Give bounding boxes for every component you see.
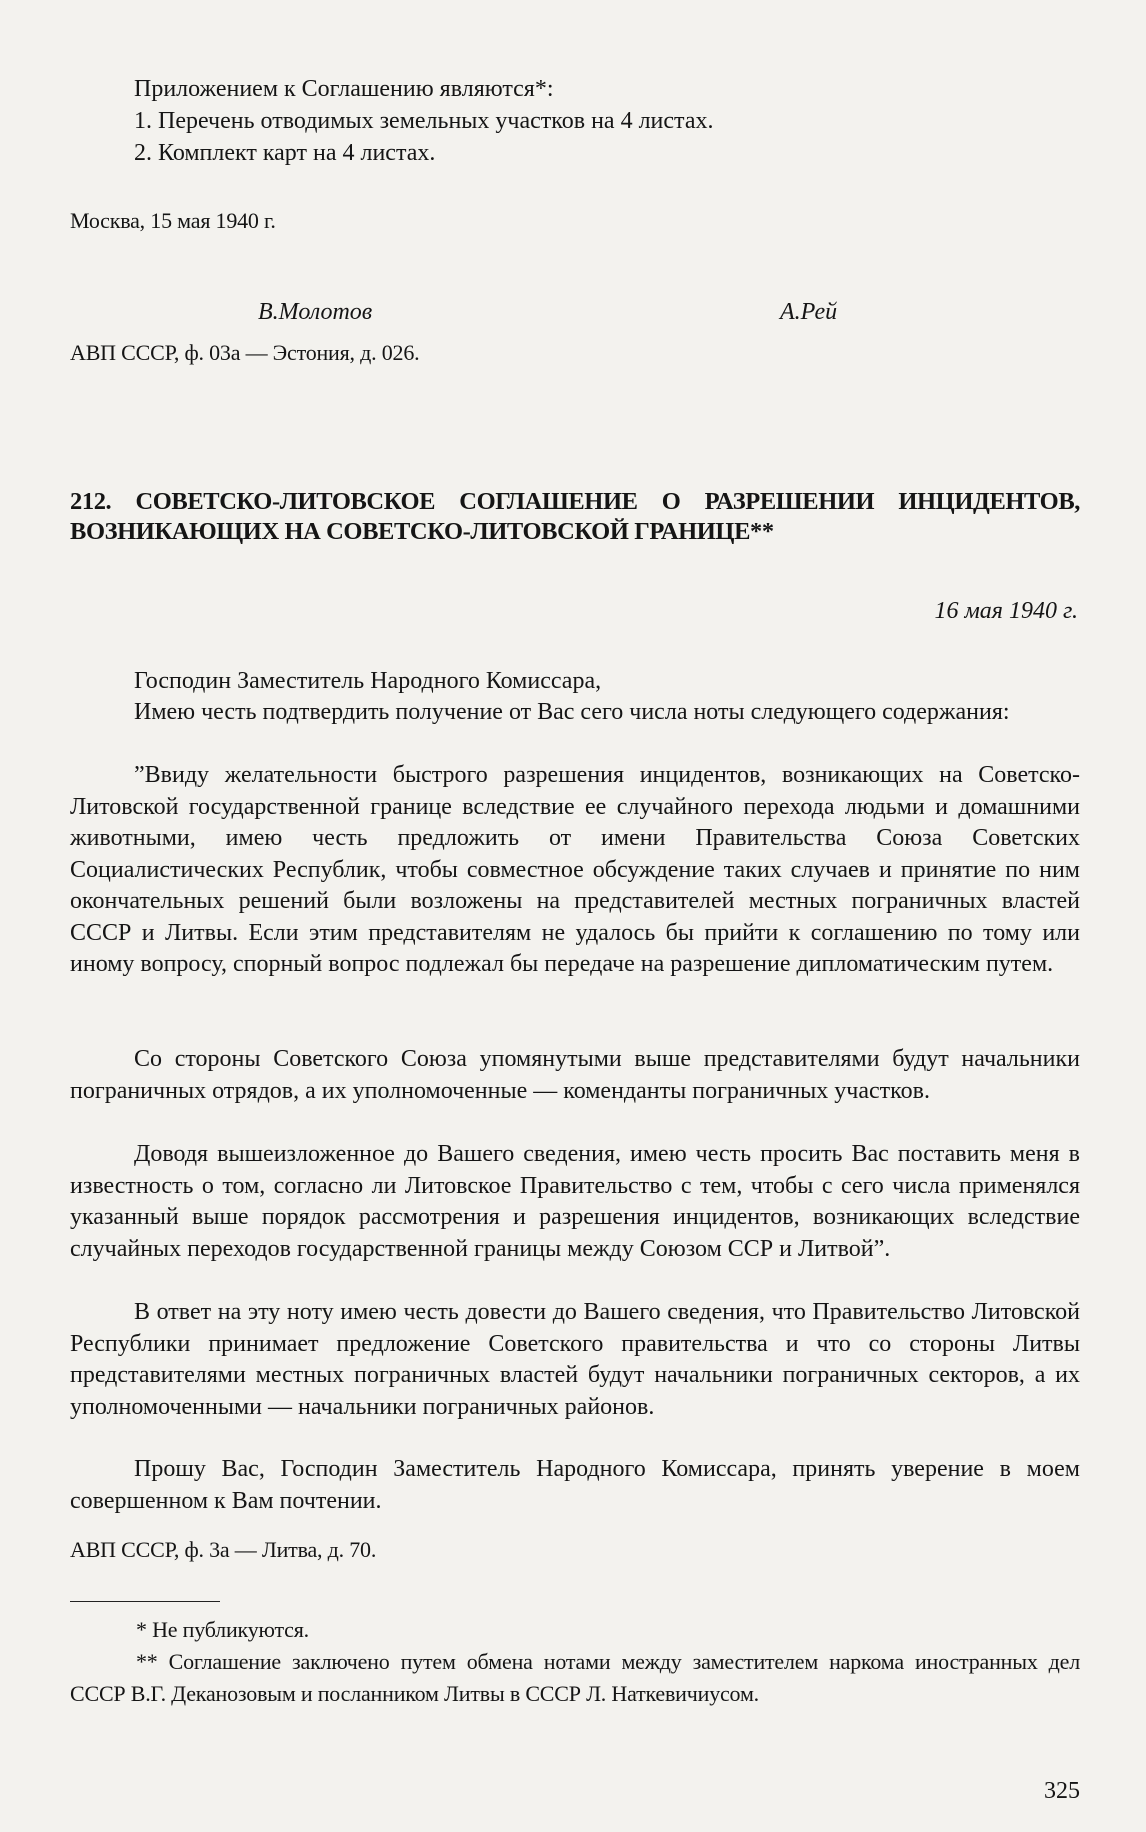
archive-reference: АВП СССР, ф. 3а — Литва, д. 70. — [70, 1537, 377, 1562]
body-paragraph: Со стороны Советского Союза упомянутыми выше представителями будут начальники пограничных отрядов, а их уполномоченные — коменданты пограничных участков. — [70, 1046, 1080, 1104]
footnote: * Не публикуются. — [136, 1617, 309, 1642]
signature-molotov: В.Молотов — [258, 299, 373, 325]
page-number: 325 — [1044, 1778, 1080, 1804]
salutation: Господин Заместитель Народного Комиссара, — [134, 668, 602, 694]
document-date: 16 мая 1940 г. — [934, 598, 1078, 624]
attachment-item: 2. Комплект карт на 4 листах. — [134, 140, 436, 166]
footnote: ** Соглашение заключено путем обмена нотами между заместителем наркома иностранных дел СССР В.Г. Деканозовым и посланником Литвы в СССР Л. Наткевичиусом. — [70, 1649, 1080, 1706]
signature-rei: А.Рей — [780, 299, 838, 325]
attachments-intro: Приложением к Соглашению являются*: — [134, 76, 554, 102]
body-paragraph: В ответ на эту ноту имею честь довести до Вашего сведения, что Правительство Литовской Республики принимает предложение Советского правительства и что со стороны Литвы представителями местных пограничных властей будут начальники пограничных секторов, а их уполномоченными — начальники пограничных районов. — [70, 1299, 1080, 1420]
place-date: Москва, 15 мая 1940 г. — [70, 208, 276, 233]
body-paragraph: Доводя вышеизложенное до Вашего сведения, имею честь просить Вас поставить меня в известность о том, согласно ли Литовское Правительство с тем, чтобы с сего числа применялся указанный выше порядок рассмотрения и разрешения инцидентов, возникающих вследствие случайных переходов государственной границы между Союзом ССР и Литвой”. — [70, 1141, 1080, 1262]
archive-reference: АВП СССР, ф. 03а — Эстония, д. 026. — [70, 340, 420, 365]
document-title: 212. СОВЕТСКО-ЛИТОВСКОЕ СОГЛАШЕНИЕ О РАЗРЕШЕНИИ ИНЦИДЕНТОВ, ВОЗНИКАЮЩИХ НА СОВЕТСКО-ЛИТОВСКОЙ ГРАНИЦЕ** — [70, 488, 1080, 545]
footnote-rule — [70, 1601, 220, 1602]
body-paragraph: Имею честь подтвердить получение от Вас сего числа ноты следующего содержания: — [134, 699, 1010, 725]
attachment-item: 1. Перечень отводимых земельных участков на 4 листах. — [134, 108, 714, 134]
body-paragraph: Прошу Вас, Господин Заместитель Народного Комиссара, принять уверение в моем совершенном к Вам почтении. — [70, 1456, 1080, 1514]
body-paragraph: ”Ввиду желательности быстрого разрешения инцидентов, возникающих на Советско-Литовской государственной границе вследствие ее случайного перехода людьми и домашними животными, имею честь предложить от имени Правительства Союза Советских Социалистических Республик, чтобы совместное обсуждение таких случаев и принятие по ним окончательных решений были возложены на представителей местных пограничных властей СССР и Литвы. Если этим представителям не удалось бы прийти к соглашению по тому или иному вопросу, спорный вопрос подлежал бы передаче на разрешение дипломатическим путем. — [70, 762, 1080, 977]
